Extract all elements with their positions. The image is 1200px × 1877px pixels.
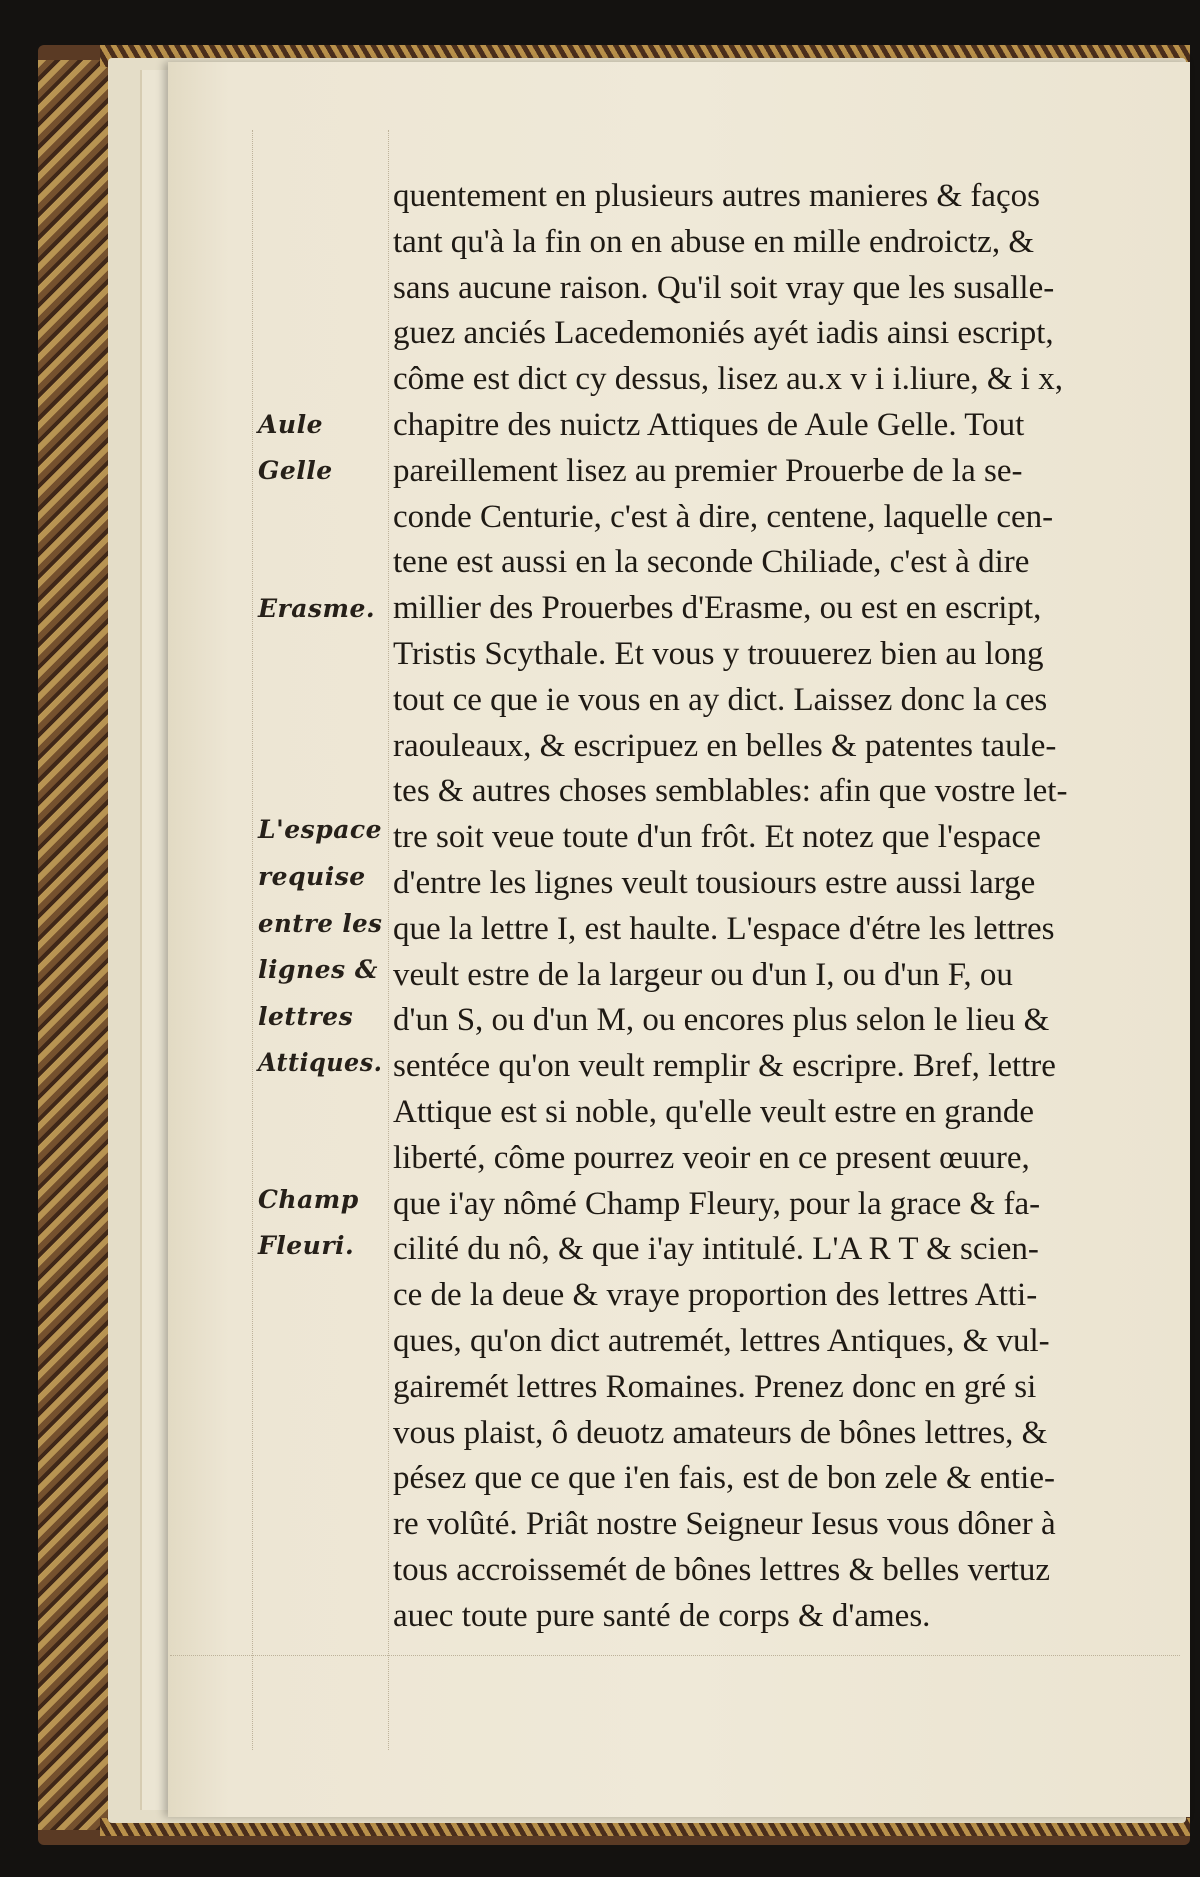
text-line: gairemét lettres Romaines. Prenez donc en gré si <box>393 1368 1037 1405</box>
margin-rule-bottom <box>170 1655 1180 1657</box>
text-line: liberté, côme pourrez veoir en ce present œuure, <box>393 1139 1030 1176</box>
text-line: tene est aussi en la seconde Chiliade, c'est à dire <box>393 544 1030 581</box>
text-line: millier des Prouerbes d'Erasme, ou est en escript, <box>393 590 1042 627</box>
text-line: guez anciés Lacedemoniés ayét iadis ainsi escript, <box>393 315 1054 352</box>
text-line: vous plaist, ô deuotz amateurs de bônes lettres, & <box>393 1414 1048 1451</box>
gilt-edge-left <box>38 60 108 1830</box>
text-line: que la lettre I, est haulte. L'espace d'étre les lettres <box>393 910 1055 947</box>
text-line: auec toute pure santé de corps & d'ames. <box>393 1597 931 1634</box>
margin-note-espace-1: L'espace <box>258 815 383 844</box>
margin-note-espace-5: lettres <box>258 1002 354 1031</box>
text-line: ques, qu'on dict autremét, lettres Antiques, & vul- <box>393 1323 1050 1359</box>
text-line: tant qu'à la fin on en abuse en mille endroictz, & <box>393 223 1034 260</box>
text-line: cilité du nô, & que i'ay intitulé. L'A R T & scien- <box>393 1231 1039 1268</box>
margin-note-espace-4: lignes & <box>258 955 378 984</box>
text-line: pésez que ce que i'en fais, est de bon zele & entie- <box>393 1460 1055 1497</box>
text-line: quentement en plusieurs autres manieres & faços <box>393 178 1040 214</box>
text-line: tre soit veue toute d'un frôt. Et notez que l'espace <box>393 819 1041 856</box>
text-line: tous accroissemét de bônes lettres & belles vertuz <box>393 1552 1051 1588</box>
text-line: raouleaux, & escripuez en belles & patentes taule- <box>393 727 1057 764</box>
margin-note-erasme: Erasme. <box>258 594 376 623</box>
margin-note-champ-1: Champ <box>258 1185 359 1214</box>
margin-note-gelle: Gelle <box>258 456 333 485</box>
margin-note-espace-3: entre les <box>258 909 383 938</box>
margin-note-aule: Aule <box>258 410 323 439</box>
text-line: conde Centurie, c'est à dire, centene, laquelle cen- <box>393 498 1054 535</box>
text-line: tes & autres choses semblables: afin que vostre let- <box>393 773 1068 810</box>
text-line: re volûté. Priât nostre Seigneur Iesus vous dôner à <box>393 1506 1056 1543</box>
text-line: tout ce que ie vous en ay dict. Laissez donc la ces <box>393 681 1048 718</box>
text-line: côme est dict cy dessus, lisez au.x v i i.liure, & i x, <box>393 361 1063 398</box>
text-line: Tristis Scythale. Et vous y trouuerez bien au long <box>393 636 1044 672</box>
text-line: chapitre des nuictz Attiques de Aule Gelle. Tout <box>393 407 1025 443</box>
text-line: ce de la deue & vraye proportion des lettres Atti- <box>393 1277 1038 1314</box>
margin-rule-inner <box>388 130 390 1750</box>
margin-note-champ-2: Fleuri. <box>258 1231 355 1260</box>
text-line: sans aucune raison. Qu'il soit vray que les susalle- <box>393 269 1055 306</box>
text-line: d'un S, ou d'un M, ou encores plus selon le lieu & <box>393 1002 1050 1039</box>
text-line: Attique est si noble, qu'elle veult estre en grande <box>393 1094 1035 1130</box>
text-line: d'entre les lignes veult tousiours estre aussi large <box>393 865 1036 901</box>
text-line: sentéce qu'on veult remplir & escripre. Bref, lettre <box>393 1048 1056 1085</box>
text-line: que i'ay nômé Champ Fleury, pour la grace & fa- <box>393 1185 1041 1222</box>
margin-note-espace-2: requise <box>258 862 366 891</box>
text-line: pareillement lisez au premier Prouerbe de la se- <box>393 452 1023 489</box>
margin-note-espace-6: Attiques. <box>258 1048 383 1077</box>
margin-rule-outer <box>252 130 254 1750</box>
text-line: veult estre de la largeur ou d'un I, ou d'un F, ou <box>393 956 1013 993</box>
